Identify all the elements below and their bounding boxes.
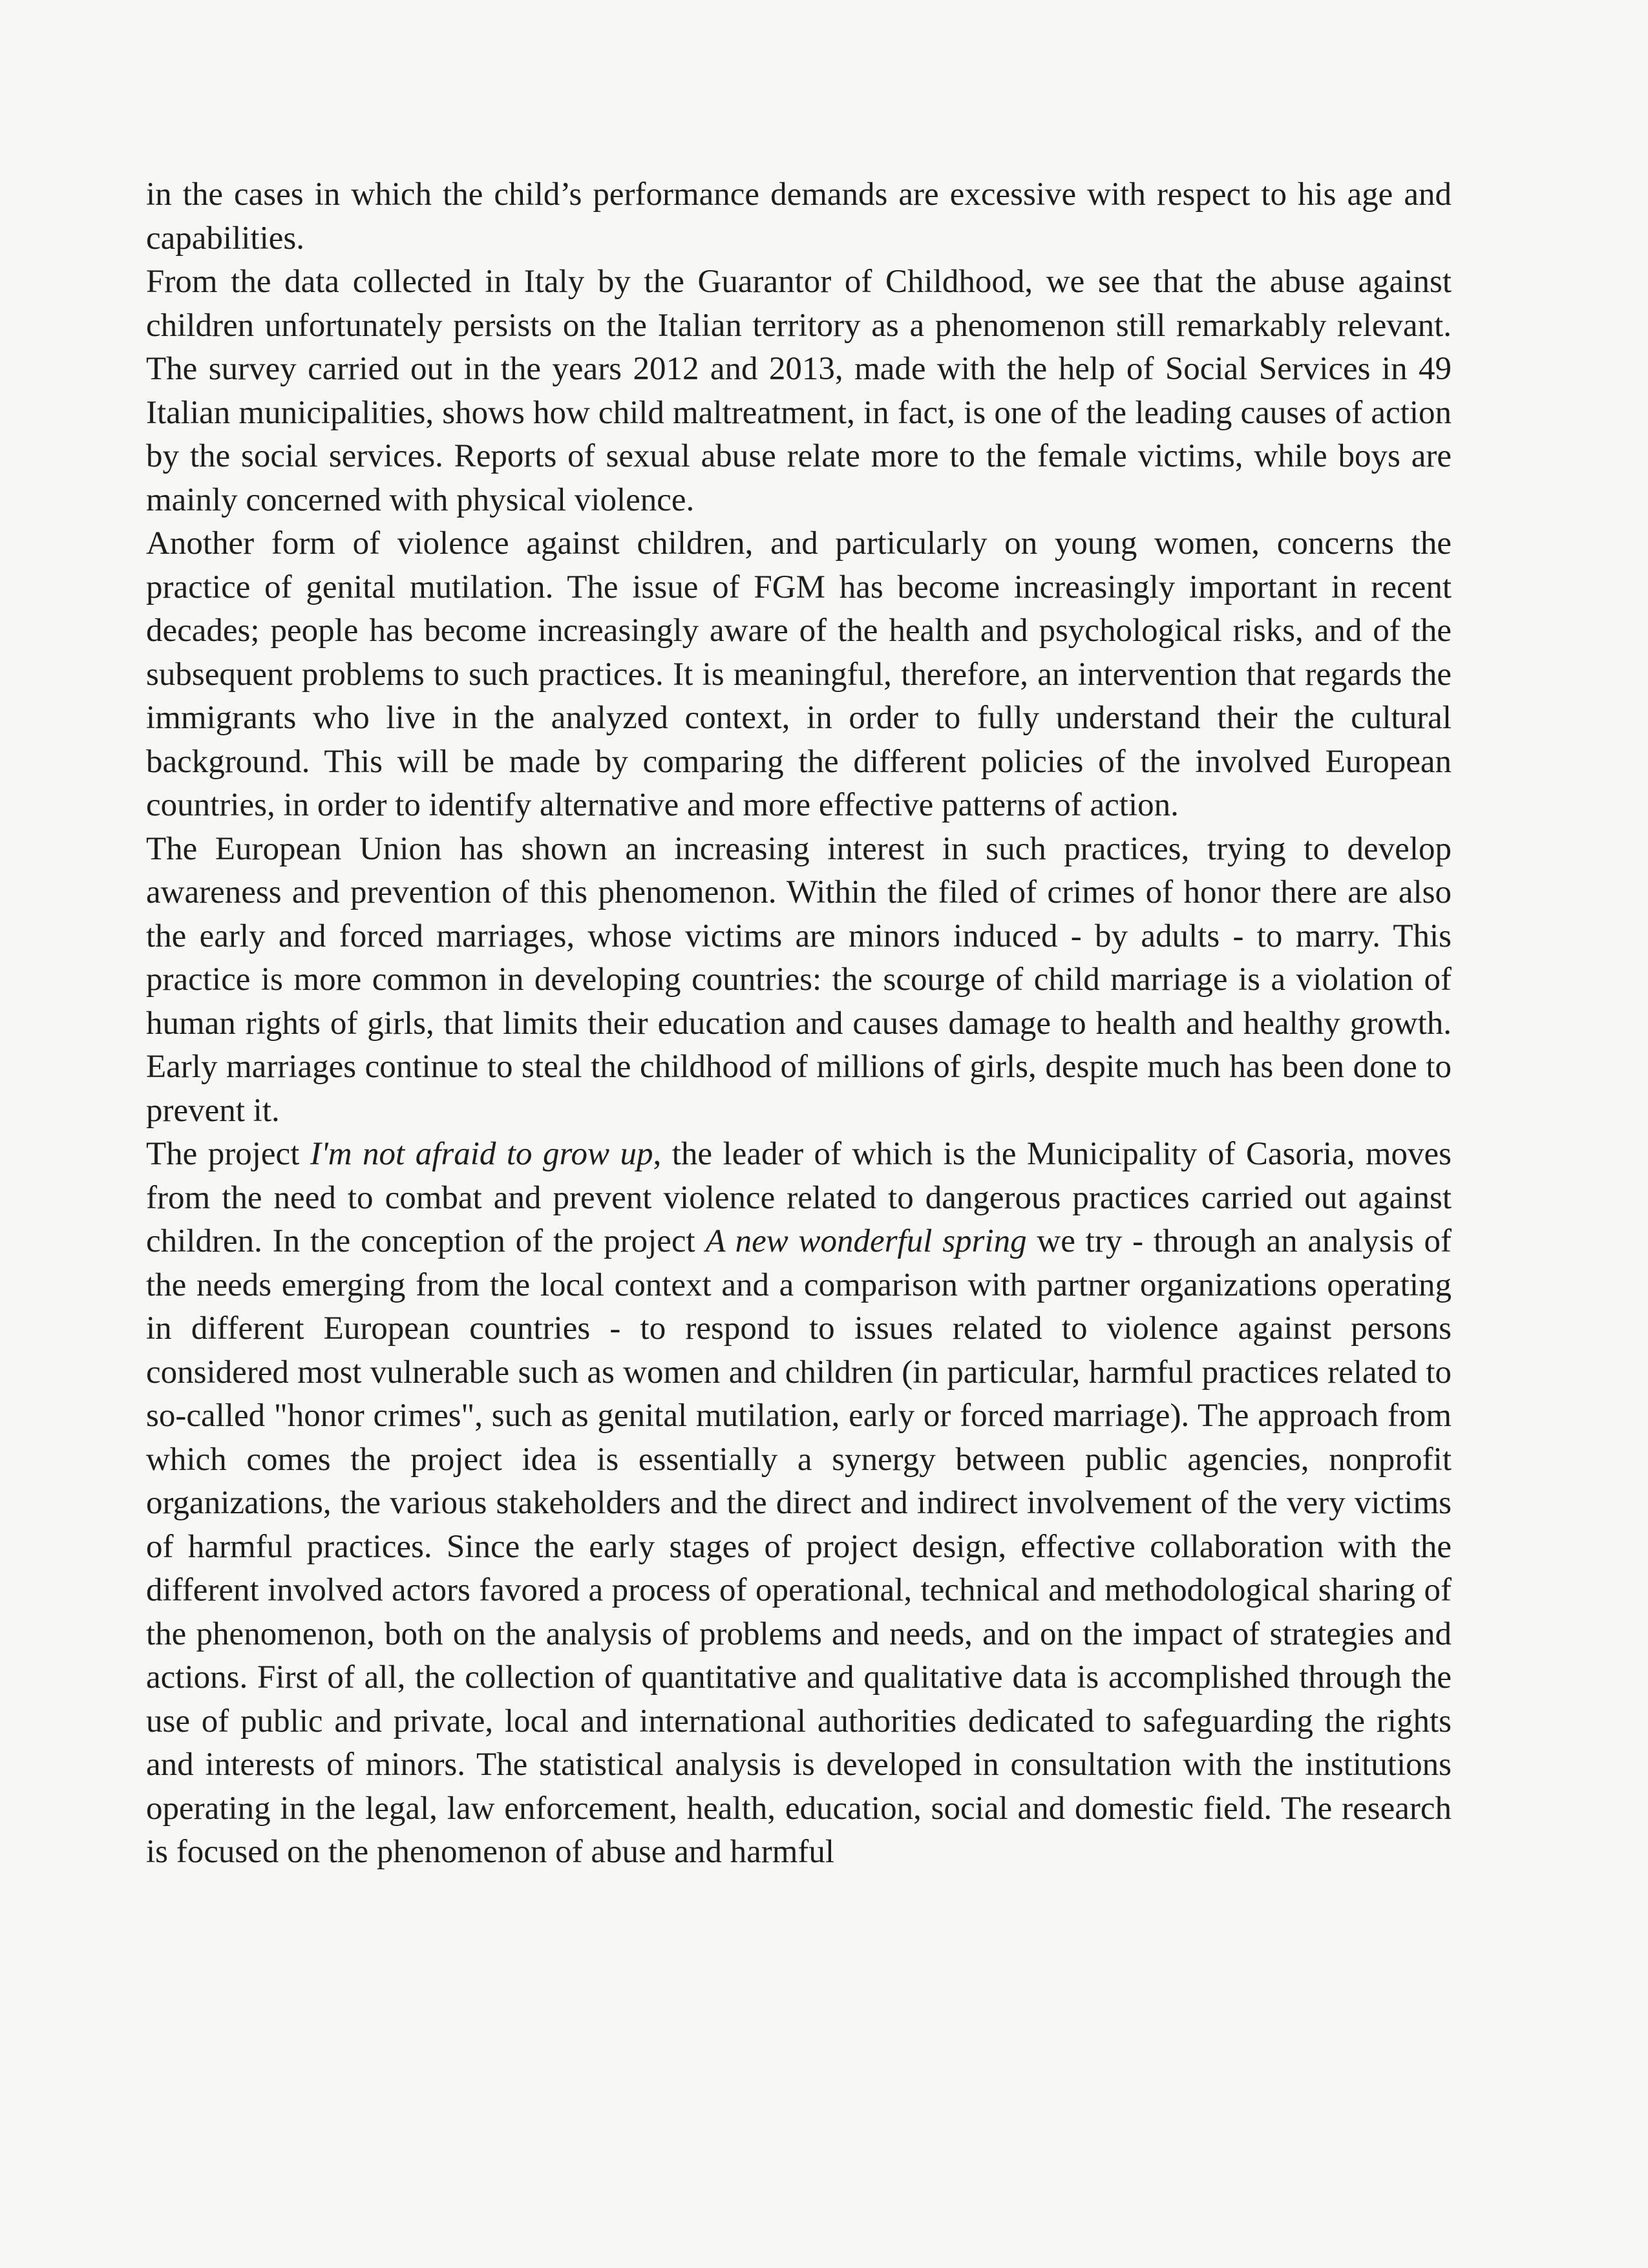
paragraph-2-text: From the data collected in Italy by the Guarantor of Childhood, we see that the abuse against children unfortunately persists on the Italian territory as a phenomenon still remarkably relevant. The survey carried out in the years 2012 and 2013, made with the help of Social Services in 49 Italian municipalities, shows how child maltreatment, in fact, is one of the leading causes of action by the social services. Reports of sexual abuse relate more to the female victims, while boys are mainly concerned with physical violence. [146, 264, 1452, 518]
paragraph-5-text-c: we try - through an analysis of the needs emerging from the local context and a comparison with partner organizations operating in different European countries - to respond to issues related to violence against persons considered most vulnerable such as women and children (in particular, harmful practices related to so-called "honor crimes", such as genital mutilation, early or forced marriage). The approach from which comes the project idea is essentially a synergy between public agencies, nonprofit organizations, the various stakeholders and the direct and indirect involvement of the very victims of harmful practices. Since the early stages of project design, effective collaboration with the different involved actors favored a process of operational, technical and methodological sharing of the phenomenon, both on the analysis of problems and needs, and on the impact of strategies and actions. First of all, the collection of quantitative and qualitative data is accomplished through the use of public and private, local and international authorities dedicated to safeguarding the rights and interests of minors. The statistical analysis is developed in consultation with the institutions operating in the legal, law enforcement, health, education, social and domestic field. The research is focused on the phenomenon of abuse and harmful [146, 1223, 1452, 1870]
project-title-new-wonderful-spring: A new wonderful spring [705, 1223, 1027, 1259]
paragraph-1-text: in the cases in which the child’s performance demands are excessive with respect to his age and capabilities. [146, 176, 1452, 257]
paragraph-5-text-b: , the leader of which is the Municipality of Casoria, moves from the need to combat and prevent violence related to dangerous practices carried out against children. In the conception of the project [146, 1136, 1452, 1259]
paragraph-5 [146, 1133, 1452, 1874]
paragraph-3-text: Another form of violence against children, and particularly on young women, concerns the practice of genital mutilation. The issue of FGM has become increasingly important in recent decades; people has become increasingly aware of the health and psychological risks, and of the subsequent problems to such practices. It is meaningful, therefore, an intervention that regards the immigrants who live in the analyzed context, in order to fully understand their the cultural background. This will be made by comparing the different policies of the involved European countries, in order to identify alternative and more effective patterns of action. [146, 525, 1452, 823]
paragraph-4 [146, 828, 1452, 1133]
paragraph-3 [146, 522, 1452, 828]
paragraph-1 [146, 173, 1452, 260]
paragraph-5-text-a: The project [146, 1136, 310, 1172]
body-text [146, 173, 1452, 1874]
paragraph-2 [146, 260, 1452, 522]
paragraph-4-text: The European Union has shown an increasing interest in such practices, trying to develop awareness and prevention of this phenomenon. Within the filed of crimes of honor there are also the early and forced marriages, whose victims are minors induced - by adults - to marry. This practice is more common in developing countries: the scourge of child marriage is a violation of human rights of girls, that limits their education and causes damage to health and healthy growth. Early marriages continue to steal the childhood of millions of girls, despite much has been done to prevent it. [146, 830, 1452, 1129]
project-title-im-not-afraid: I'm not afraid to grow up [310, 1136, 653, 1172]
